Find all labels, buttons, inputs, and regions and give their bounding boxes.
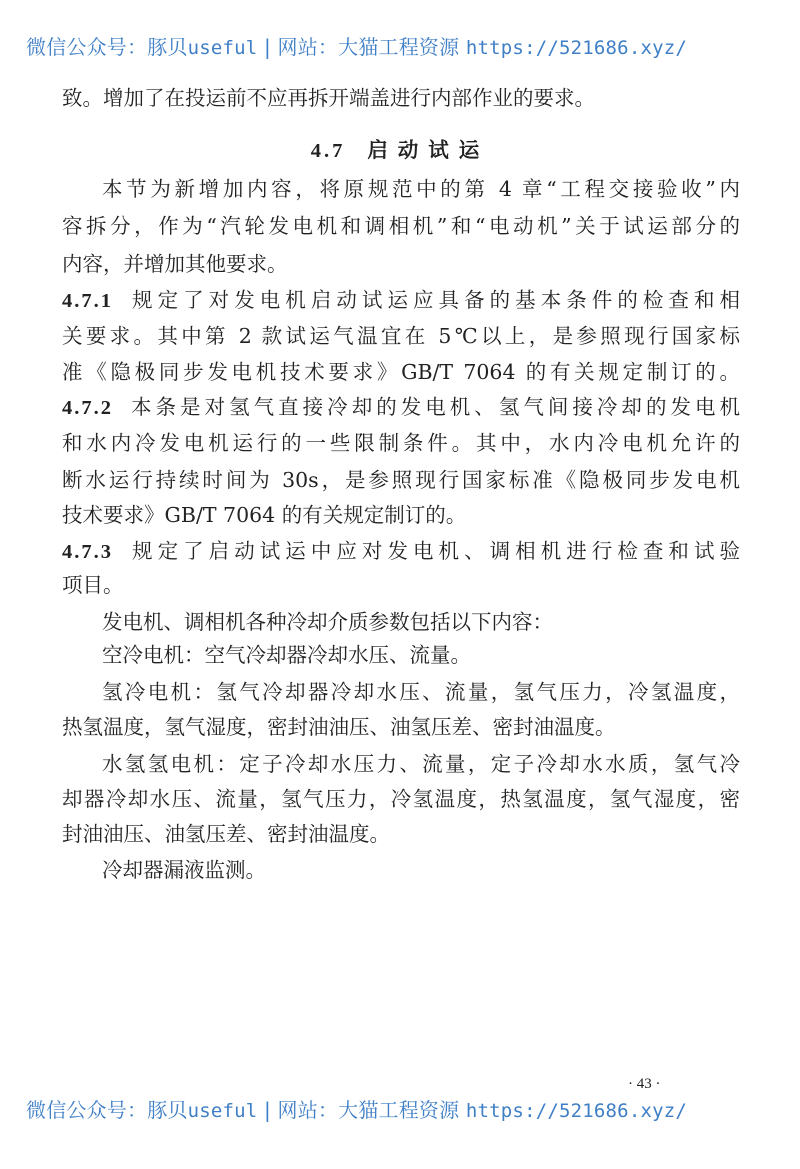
page-number: · 43 · [628, 1076, 661, 1092]
text-line: 关要求。其中第 2 款试运气温宜在 5℃以上，是参照现行国家标 [62, 324, 740, 348]
watermark-text: 微信公众号：豚贝 [26, 35, 188, 59]
text-line: 氢冷电机：氢气冷却器冷却水压、流量，氢气压力，冷氢温度， [102, 680, 740, 704]
text-line: 内容，并增加其他要求。 [62, 252, 288, 276]
text-line: 致。增加了在投运前不应再拆开端盖进行内部作业的要求。 [62, 86, 595, 110]
text-line: 却器冷却水压、流量，氢气压力，冷氢温度，热氢温度，氢气湿度，密 [62, 787, 740, 811]
clause-number: 4.7.3 [62, 541, 113, 563]
watermark-text: useful [187, 1100, 258, 1122]
text-line: 准《隐极同步发电机技术要求》GB/T 7064 的有关规定制订的。 [62, 360, 740, 384]
text-line: 断水运行持续时间为 30s，是参照现行国家标准《隐极同步发电机 [62, 468, 740, 492]
text-line: 项目。 [62, 573, 124, 597]
text-line: 封油油压、油氢压差、密封油温度。 [62, 822, 390, 846]
text-line: 技术要求》GB/T 7064 的有关规定制订的。 [62, 503, 467, 527]
watermark-text: 微信公众号：豚贝 [26, 1098, 188, 1122]
watermark-separator: | [257, 1098, 278, 1122]
clause-line [62, 395, 740, 420]
watermark-url: https://521686.xyz/ [465, 1100, 688, 1122]
text-line: 容拆分，作为“汽轮发电机和调相机”和“电动机”关于试运部分的 [62, 214, 740, 238]
text-line: 发电机、调相机各种冷却介质参数包括以下内容： [102, 610, 553, 634]
watermark-text: 网站：大猫工程资源 [277, 35, 466, 59]
text-line: 和水内冷发电机运行的一些限制条件。其中，水内冷电机允许的 [62, 431, 740, 455]
clause-number: 4.7.1 [62, 290, 113, 312]
clause-line [62, 288, 740, 313]
text-line: 空冷电机：空气冷却器冷却水压、流量。 [102, 643, 471, 667]
text: 规定了对发电机启动试运应具备的基本条件的检查和相 [127, 288, 740, 312]
watermark-header [26, 31, 786, 60]
clause-line [62, 539, 740, 564]
text-line: 本节为新增加内容，将原规范中的第 4 章“工程交接验收”内 [102, 177, 740, 201]
watermark-footer [26, 1094, 786, 1123]
text-line: 热氢温度，氢气湿度，密封油油压、油氢压差、密封油温度。 [62, 715, 616, 739]
clause-number: 4.7.2 [62, 397, 113, 419]
section-number: 4.7 [310, 140, 346, 162]
watermark-url: https://521686.xyz/ [465, 37, 688, 59]
text: 本条是对氢气直接冷却的发电机、氢气间接冷却的发电机 [127, 395, 740, 419]
section-title: 启动试运 [367, 138, 490, 162]
watermark-separator: | [257, 35, 278, 59]
section-heading [0, 133, 800, 163]
text: 规定了启动试运中应对发电机、调相机进行检查和试验 [127, 539, 740, 563]
text-line: 水氢氢电机：定子冷却水压力、流量，定子冷却水水质，氢气冷 [102, 752, 740, 776]
text-line: 冷却器漏液监测。 [102, 858, 266, 882]
watermark-text: useful [187, 37, 258, 59]
watermark-text: 网站：大猫工程资源 [277, 1098, 466, 1122]
